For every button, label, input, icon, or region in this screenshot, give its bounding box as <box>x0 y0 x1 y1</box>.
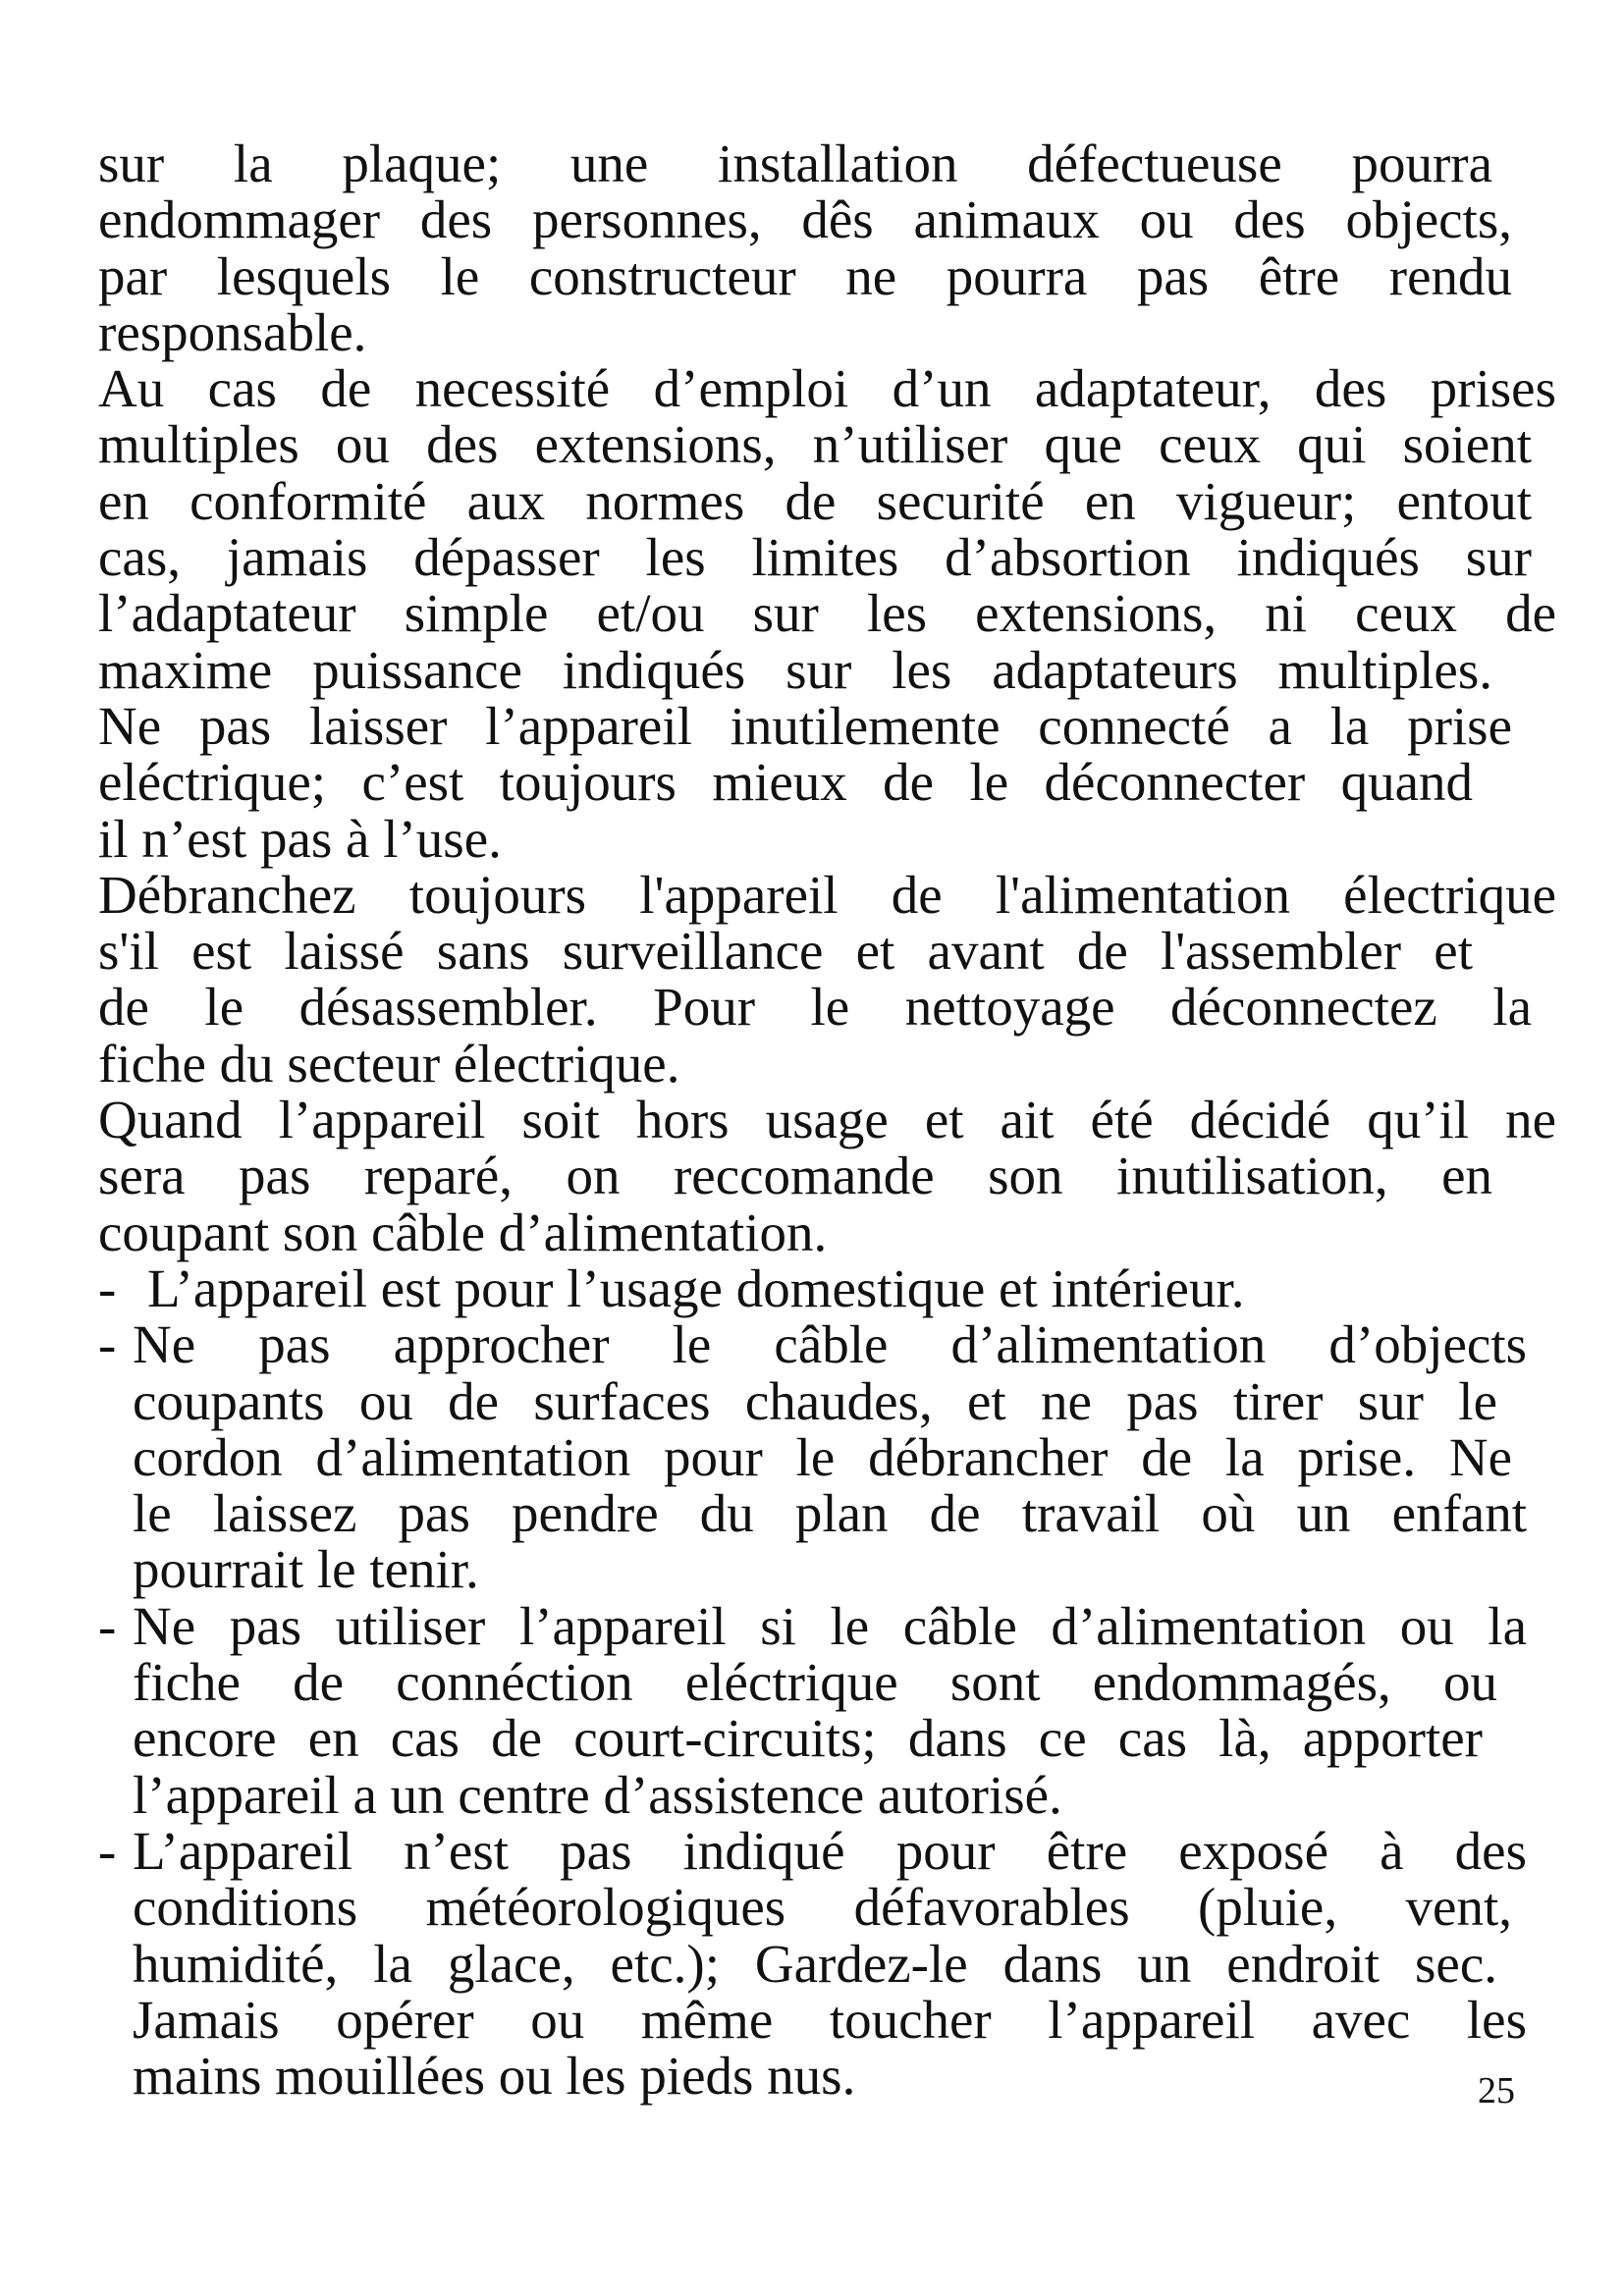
text-line: s'il est laissé sans surveillance et avant de l'assembler et <box>98 921 1473 982</box>
bullet-text-line: Jamais opérer ou même toucher l’appareil avec les <box>133 1989 1527 2050</box>
text-line: coupant son câble d’alimentation. <box>98 1201 828 1262</box>
paragraph-unplug <box>98 864 1556 1094</box>
text-line: multiples ou des extensions, n’utiliser que ceux qui soient <box>98 414 1532 475</box>
paragraph-installation <box>98 135 1551 360</box>
paragraph-disconnect <box>98 695 1551 869</box>
text-line: Au cas de necessité d’emploi d’un adaptateur, des prises <box>98 358 1556 419</box>
page-number: 25 <box>1478 2070 1515 2111</box>
body-text <box>98 133 1556 2107</box>
text-line: maxime puissance indiqués sur les adaptateurs multiples. <box>98 639 1492 700</box>
bullet-dash: - <box>98 1257 117 1318</box>
text-line: l’adaptateur simple et/ou sur les extensions, ni ceux de <box>98 583 1556 644</box>
text-line: fiche du secteur électrique. <box>98 1033 680 1094</box>
bullet-text-line: mains mouillées ou les pieds nus. <box>133 2046 856 2107</box>
bullet-item <box>98 1257 1551 1318</box>
text-line: Quand l’appareil soit hors usage et ait été décidé qu’il ne <box>98 1090 1556 1150</box>
bullet-text-line: pourrait le tenir. <box>133 1539 479 1600</box>
bullet-text-line: le laissez pas pendre du plan de travail où un enfant <box>133 1483 1527 1544</box>
text-line: cas, jamais dépasser les limites d’absortion indiqués sur <box>98 527 1532 588</box>
text-line: eléctrique; c’est toujours mieux de le déconnecter quand <box>98 752 1473 813</box>
bullet-text-line: fiche de connéction eléctrique sont endommagés, ou <box>133 1652 1497 1713</box>
bullet-text-line: cordon d’alimentation pour le débrancher de la prise. Ne <box>133 1426 1512 1487</box>
bullet-text-line: conditions météorologiques défavorables (pluie, vent, <box>133 1877 1512 1938</box>
paragraph-out-of-use <box>98 1090 1556 1262</box>
text-line: par lesquels le constructeur ne pourra pas être rendu <box>98 245 1512 306</box>
text-line: Ne pas laisser l’appareil inutilemente connecté a la prise <box>98 695 1512 756</box>
text-line: en conformité aux normes de securité en vigueur; entout <box>98 470 1532 531</box>
bullet-text-line: L’appareil n’est pas indiqué pour être exposé à des <box>133 1820 1527 1881</box>
bullet-item <box>98 1314 1551 1600</box>
text-line: Débranchez toujours l'appareil de l'alimentation électrique <box>98 864 1556 925</box>
text-line: sur la plaque; une installation défectueuse pourra <box>98 133 1492 193</box>
bullet-item <box>98 1820 1551 2107</box>
bullet-text-line: Ne pas utiliser l’appareil si le câble d’alimentation ou la <box>133 1595 1527 1656</box>
bullet-item <box>98 1595 1551 1825</box>
bullet-dash: - <box>98 1314 117 1375</box>
bullet-text-line: humidité, la glace, etc.); Gardez-le dans un endroit sec. <box>133 1933 1497 1994</box>
bullet-text-line: coupants ou de surfaces chaudes, et ne pas tirer sur le <box>133 1370 1497 1431</box>
text-line: responsable. <box>98 301 367 362</box>
bullet-text-line: l’appareil a un centre d’assistence autorisé. <box>133 1764 1062 1825</box>
bullet-text-line: Ne pas approcher le câble d’alimentation d’objects <box>133 1314 1527 1375</box>
bullet-text-line: encore en cas de court-circuits; dans ce cas là, apporter <box>133 1708 1483 1769</box>
text-line: de le désassembler. Pour le nettoyage déconnectez la <box>98 977 1532 1038</box>
bullet-text-line: L’appareil est pour l’usage domestique et intérieur. <box>147 1257 1245 1318</box>
text-line: il n’est pas à l’use. <box>98 808 502 869</box>
text-line: endommager des personnes, dês animaux ou des objects, <box>98 189 1512 250</box>
bullet-dash: - <box>98 1820 117 1881</box>
paragraph-adapters <box>98 358 1556 700</box>
bullet-dash: - <box>98 1595 117 1656</box>
text-line: sera pas reparé, on reccomande son inutilisation, en <box>98 1146 1492 1206</box>
